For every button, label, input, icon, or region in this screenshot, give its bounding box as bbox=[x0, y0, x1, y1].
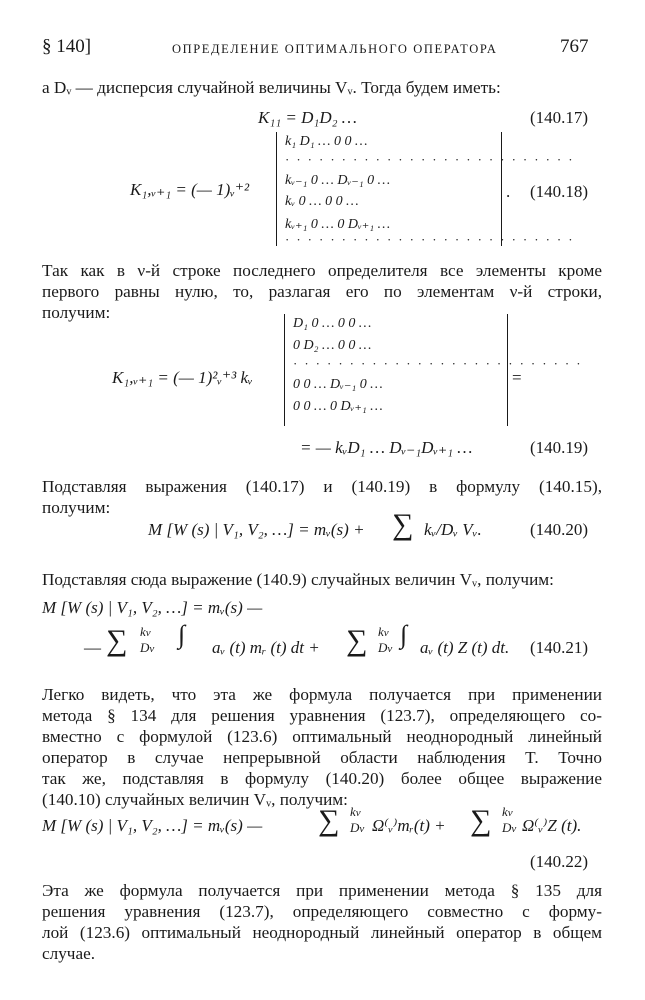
text-line: Легко видеть, что эта же формула получается при применении bbox=[42, 685, 602, 704]
eq-140-18-lhs: K₁,ᵥ₊₁ = (— 1)ᵥ⁺² bbox=[130, 180, 250, 199]
text-line: получим: bbox=[42, 303, 111, 322]
text-line: так же, подставляя в формулу (140.20) более общее выражение bbox=[42, 769, 602, 788]
det19-row: 0 0 … Dᵥ₋₁ 0 … bbox=[293, 377, 383, 392]
eq-140-22-end: Ω⁽ᵥ⁾Z (t). bbox=[522, 816, 582, 835]
eq-140-21-term1: aᵥ (t) mᵣ (t) dt + bbox=[212, 638, 320, 657]
eq-140-18-period: . bbox=[506, 182, 511, 201]
paragraph-5 bbox=[42, 880, 602, 964]
paragraph-2 bbox=[42, 476, 602, 518]
text-line: лой (123.6) оптимальный неоднородный линейный оператор в общем bbox=[42, 923, 602, 942]
text-line: (140.10) случайных величин Vᵥ, получим: bbox=[42, 790, 348, 809]
sum-sign: ∑ bbox=[470, 804, 492, 837]
paragraph-4 bbox=[42, 684, 602, 810]
eq-minus: — bbox=[84, 638, 101, 657]
eq-140-21-number: (140.21) bbox=[530, 638, 589, 657]
sum-sign: ∑ bbox=[318, 804, 340, 837]
eq-140-19-lhs: K₁,ᵥ₊₁ = (— 1)²ᵥ⁺³ kᵥ bbox=[112, 368, 253, 387]
integral-sign: ∫ bbox=[178, 620, 186, 649]
eq-140-21-line1: M [W (s) | V₁, V₂, …] = mᵥ(s) — bbox=[42, 598, 263, 617]
determinant-140-19 bbox=[284, 314, 588, 426]
det19-dots: ·························· bbox=[293, 356, 588, 371]
sum-sign: ∑ bbox=[392, 508, 414, 541]
det18-row: kᵥ₋₁ 0 … Dᵥ₋₁ 0 … bbox=[285, 173, 391, 188]
fraction-k-over-d: kν Dν bbox=[140, 624, 155, 655]
text-line: случае. bbox=[42, 944, 95, 963]
det19-row: 0 D₂ … 0 0 … bbox=[293, 338, 372, 353]
text-line: Эта же формула получается при применении метода § 135 для bbox=[42, 881, 602, 900]
text-line: Подставляя выражения (140.17) и (140.19) в формулу (140.15), bbox=[42, 477, 602, 496]
det18-dots: ·························· bbox=[285, 152, 580, 167]
fraction-k-over-d: kν Dν bbox=[502, 804, 517, 835]
text-line: оператор в случае непрерывной области наблюдения T. Точно bbox=[42, 748, 602, 767]
paragraph-3: Подставляя сюда выражение (140.9) случайных величин Vᵥ, получим: bbox=[42, 570, 554, 589]
intro-line: а Dᵥ — дисперсия случайной величины Vᵥ. Тогда будем иметь: bbox=[42, 78, 501, 97]
fraction-k-over-d: kν Dν bbox=[350, 804, 365, 835]
det19-row: 0 0 … 0 Dᵥ₊₁ … bbox=[293, 399, 383, 414]
eq-140-20-number: (140.20) bbox=[530, 520, 589, 539]
eq-140-19-number: (140.19) bbox=[530, 438, 589, 457]
det18-row: kᵥ₊₁ 0 … 0 Dᵥ₊₁ … bbox=[285, 217, 391, 232]
eq-140-17: K₁₁ = D₁D₂ … bbox=[258, 108, 357, 127]
section-label: § 140] bbox=[42, 36, 92, 57]
eq-140-18-number: (140.18) bbox=[530, 182, 589, 201]
sum-sign: ∑ bbox=[106, 624, 128, 657]
running-title: ОПРЕДЕЛЕНИЕ ОПТИМАЛЬНОГО ОПЕРАТОРА bbox=[172, 42, 498, 56]
sum-sign: ∑ bbox=[346, 624, 368, 657]
eq-140-22-number: (140.22) bbox=[530, 852, 589, 871]
text-line: первого равны нулю, то, разлагая его по элементам ν-й строки, bbox=[42, 282, 602, 301]
det18-row: kᵥ 0 … 0 0 … bbox=[285, 194, 359, 209]
eq-140-17-number: (140.17) bbox=[530, 108, 589, 127]
det18-row: k₁ D₁ … 0 0 … bbox=[285, 134, 368, 149]
fraction-k-over-d: kν Dν bbox=[378, 624, 393, 655]
integral-sign: ∫ bbox=[400, 620, 408, 649]
text-line: получим: bbox=[42, 498, 111, 517]
det19-row: D₁ 0 … 0 0 … bbox=[293, 316, 372, 331]
eq-equals: = bbox=[512, 368, 522, 387]
text-line: решения уравнения (123.7), определяющего совместно с форму- bbox=[42, 902, 602, 921]
eq-140-20-term: kᵥ/Dᵥ Vᵥ. bbox=[424, 520, 482, 539]
eq-140-21-term2: aᵥ (t) Z (t) dt. bbox=[420, 638, 510, 657]
text-line: вместно с формулой (123.6) оптимальный неоднородный линейный bbox=[42, 727, 602, 746]
eq-140-20: M [W (s) | V₁, V₂, …] = mᵥ(s) + bbox=[148, 520, 365, 539]
eq-140-22-mid: Ω⁽ᵥ⁾mᵣ(t) + bbox=[372, 816, 446, 835]
det18-dots: ·························· bbox=[285, 232, 580, 247]
text-line: метода § 134 для решения уравнения (123.7), определяющего со- bbox=[42, 706, 602, 725]
eq-140-19-result: = — kᵥD₁ … Dᵥ₋₁Dᵥ₊₁ … bbox=[300, 438, 473, 457]
page-number: 767 bbox=[560, 36, 589, 57]
eq-140-22: M [W (s) | V₁, V₂, …] = mᵥ(s) — bbox=[42, 816, 263, 835]
text-line: Так как в ν-й строке последнего определителя все элементы кроме bbox=[42, 261, 602, 280]
